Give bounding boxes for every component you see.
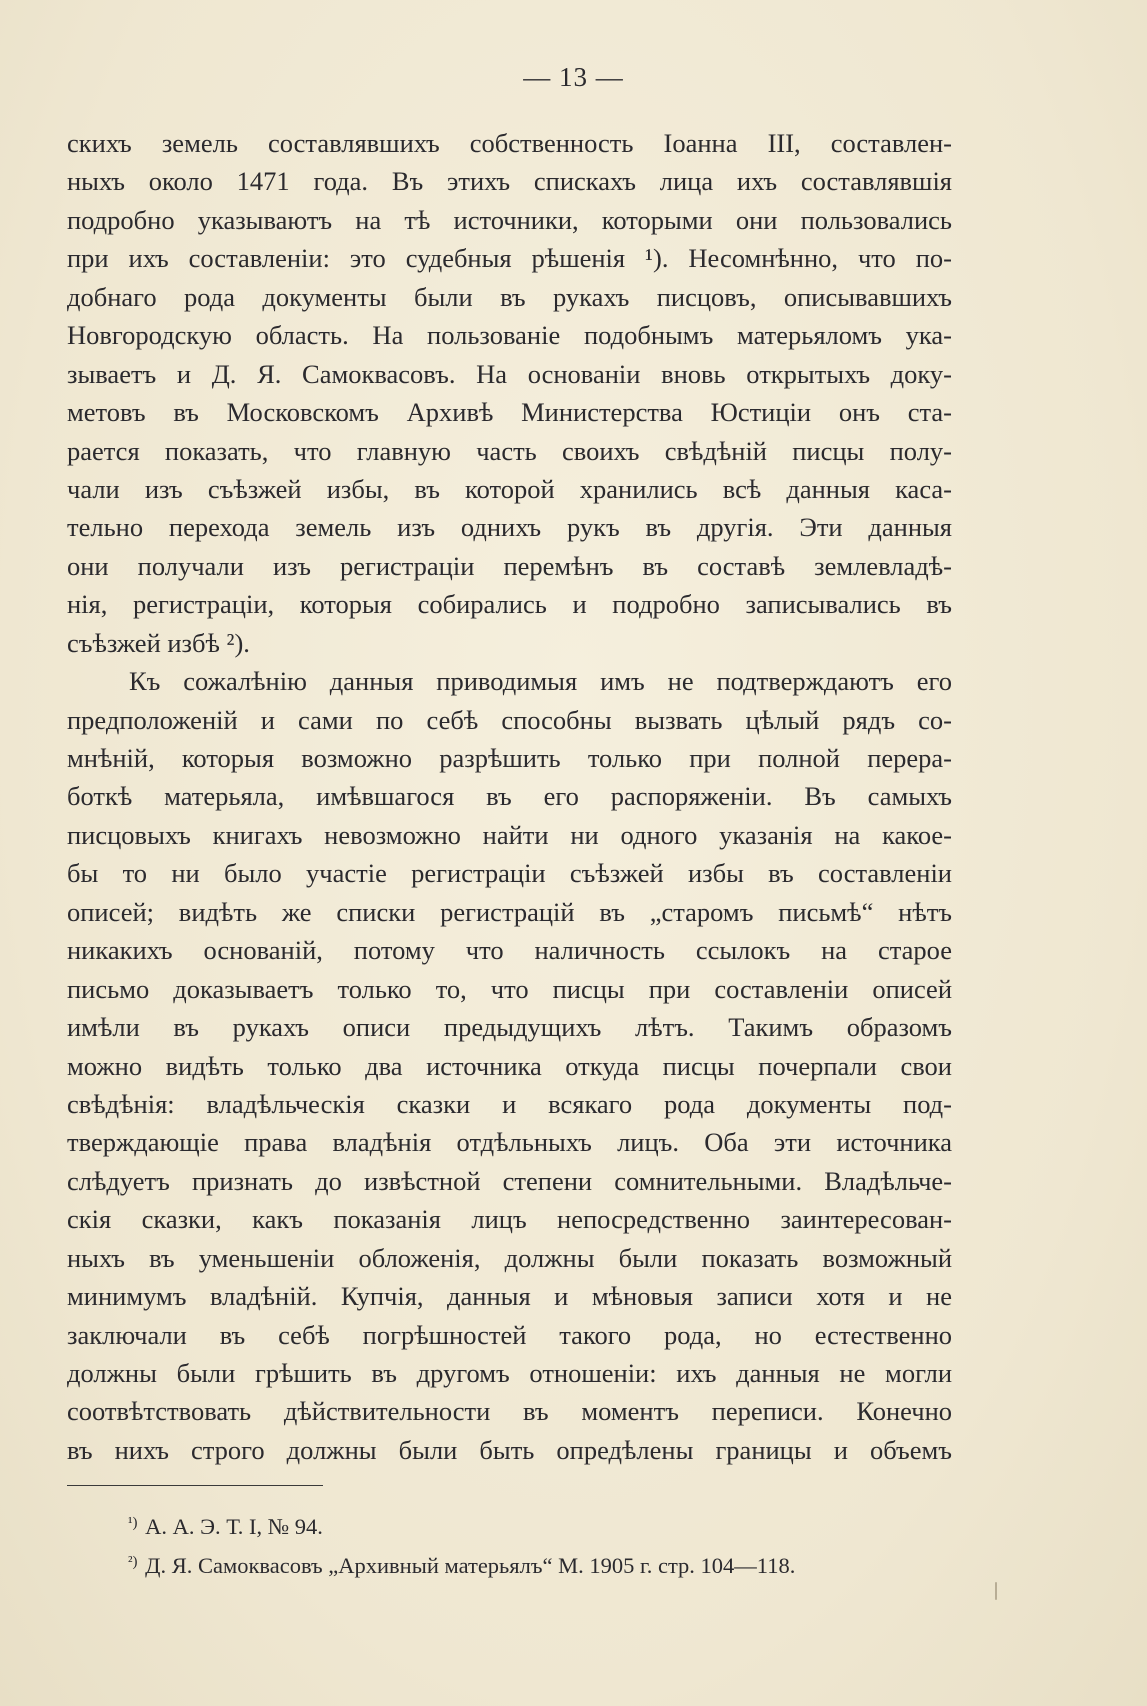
text-line: зываетъ и Д. Я. Самоквасовъ. На основаніи вновь открытыхъ доку- xyxy=(67,358,952,389)
text-line: нія, регистраціи, которыя собирались и подробно записывались въ xyxy=(67,589,952,620)
paragraph-start-line: Къ сожалѣнію данныя приводимыя имъ не подтверждаютъ его xyxy=(129,666,952,697)
body-text xyxy=(67,124,952,1469)
text-line: они получали изъ регистраціи перемѣнъ въ составѣ землевладѣ- xyxy=(67,550,952,581)
text-line: въ нихъ строго должны были быть опредѣлены границы и объемъ xyxy=(67,1434,952,1465)
text-line: мнѣній, которыя возможно разрѣшить только при полной перера- xyxy=(67,743,952,773)
paper-blemish xyxy=(995,1582,997,1600)
text-line: должны были грѣшить въ другомъ отношеніи: ихъ данныя не могли xyxy=(67,1358,952,1388)
text-line: никакихъ основаній, потому что наличность ссылокъ на старое xyxy=(67,935,952,966)
footnote-marker: ¹) xyxy=(128,1515,138,1531)
text-line: имѣли въ рукахъ описи предыдущихъ лѣтъ. Такимъ образомъ xyxy=(67,1012,952,1043)
text-line: заключали въ себѣ погрѣшностей такого рода, но естественно xyxy=(67,1319,952,1350)
text-line: свѣдѣнія: владѣльческія сказки и всякаго рода документы под- xyxy=(67,1088,952,1119)
text-line: скихъ земель составлявшихъ собственность Іоанна III, составлен- xyxy=(67,128,952,158)
footnote-marker: ²) xyxy=(128,1554,138,1570)
footnote-text: А. А. Э. Т. I, № 94. xyxy=(145,1514,323,1539)
text-line: тверждающіе права владѣнія отдѣльныхъ лицъ. Оба эти источника xyxy=(67,1127,952,1158)
text-line: письмо доказываетъ только то, что писцы при составленіи описей xyxy=(67,973,952,1004)
page-number: — 13 — xyxy=(523,62,624,92)
text-line: предположеній и сами по себѣ способны вызвать цѣлый рядъ со- xyxy=(67,704,952,735)
text-line: при ихъ составленіи: это судебныя рѣшенія ¹). Несомнѣнно, что по- xyxy=(67,243,952,274)
text-line: чали изъ съѣзжей избы, въ которой хранились всѣ данныя каса- xyxy=(67,473,952,504)
text-line: писцовыхъ книгахъ невозможно найти ни одного указанія на какое- xyxy=(67,819,952,850)
text-line: рается показать, что главную часть своихъ свѣдѣній писцы полу- xyxy=(67,435,952,466)
text-line: боткѣ матерьяла, имѣвшагося въ его распоряженіи. Въ самыхъ xyxy=(67,781,952,812)
text-line: слѣдуетъ признать до извѣстной степени сомнительными. Владѣльче- xyxy=(67,1165,952,1196)
text-line: добнаго рода документы были въ рукахъ писцовъ, описывавшихъ xyxy=(67,281,952,312)
text-line: можно видѣть только два источника откуда писцы почерпали свои xyxy=(67,1050,952,1081)
text-line: тельно перехода земель изъ однихъ рукъ въ другія. Эти данныя xyxy=(67,512,952,543)
footnote-2 xyxy=(128,1543,948,1582)
footnotes xyxy=(128,1504,948,1582)
text-line: ныхъ въ уменьшеніи обложенія, должны были показать возможный xyxy=(67,1242,952,1273)
text-line: минимумъ владѣній. Купчія, данныя и мѣновыя записи хотя и не xyxy=(67,1281,952,1312)
text-line: скія сказки, какъ показанія лицъ непосредственно заинтересован- xyxy=(67,1204,952,1235)
text-line: Новгородскую область. На пользованіе подобнымъ матерьяломъ ука- xyxy=(67,320,952,351)
text-line: подробно указываютъ на тѣ источники, которыми они пользовались xyxy=(67,204,952,235)
text-line: соотвѣтствовать дѣйствительности въ моментъ переписи. Конечно xyxy=(67,1396,952,1427)
footnote-divider xyxy=(67,1485,323,1486)
text-line: съѣзжей избѣ ²). xyxy=(67,627,250,658)
footnote-1 xyxy=(128,1504,948,1543)
text-line: метовъ въ Московскомъ Архивѣ Министерства Юстиціи онъ ста- xyxy=(67,397,952,428)
text-line: ныхъ около 1471 года. Въ этихъ спискахъ лица ихъ составлявшія xyxy=(67,166,952,197)
text-line: описей; видѣть же списки регистрацій въ „старомъ письмѣ“ нѣтъ xyxy=(67,896,952,927)
footnote-text: Д. Я. Самоквасовъ „Архивный матерьялъ“ М. 1905 г. стр. 104—118. xyxy=(145,1553,796,1578)
text-line: бы то ни было участіе регистраціи съѣзжей избы въ составленіи xyxy=(67,858,952,889)
